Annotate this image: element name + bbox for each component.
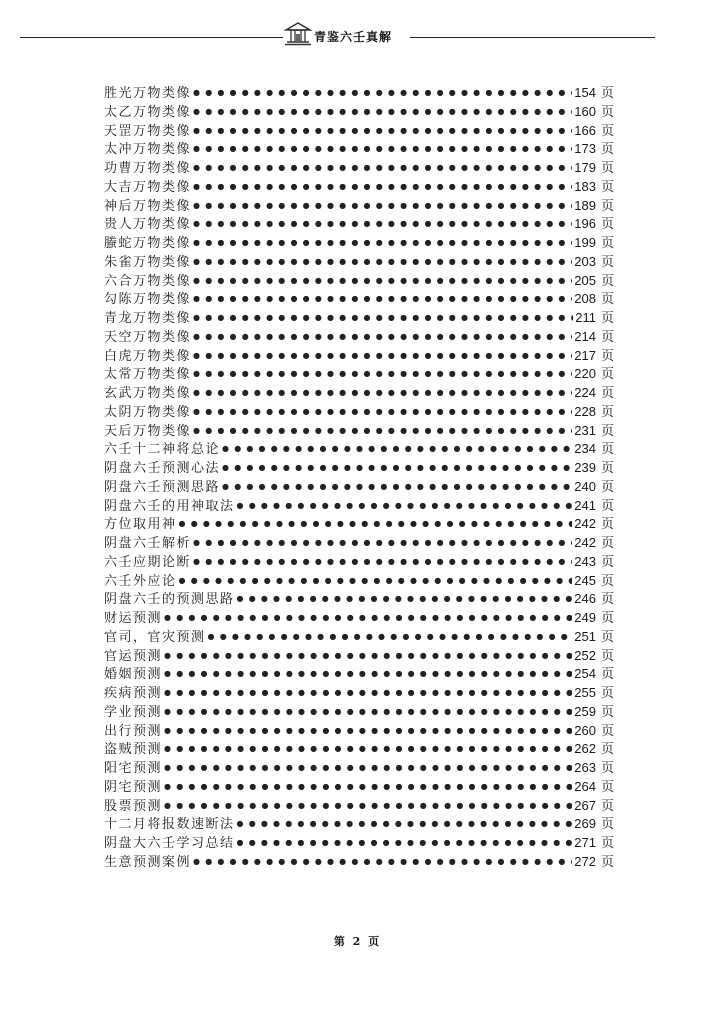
toc-entry-title: 贵人万物类像	[104, 217, 192, 233]
dot-leader	[164, 684, 572, 703]
toc-entry[interactable]	[104, 740, 614, 759]
toc-entry-page-number: 160	[574, 103, 596, 119]
toc-entry[interactable]	[104, 84, 614, 103]
dot-leader	[164, 797, 572, 816]
toc-entry-page-number: 246	[574, 591, 596, 607]
dot-leader	[164, 778, 572, 797]
toc-entry-page-unit: 页	[600, 236, 614, 251]
toc-entry[interactable]	[104, 628, 614, 647]
toc-entry-title: 阴盘大六壬学习总结	[104, 836, 235, 851]
toc-entry-page-number: 224	[574, 385, 596, 400]
dot-leader	[208, 628, 573, 647]
toc-entry[interactable]	[104, 703, 614, 722]
dot-leader	[179, 572, 573, 591]
toc-entry[interactable]	[104, 797, 614, 816]
toc-entry[interactable]	[104, 778, 614, 797]
toc-entry-page-number: 196	[574, 216, 596, 232]
toc-entry-title: 盗贼预测	[104, 742, 163, 758]
toc-entry-page-unit: 页	[600, 142, 614, 158]
toc-entry[interactable]	[104, 422, 614, 441]
toc-entry-page-unit: 页	[600, 386, 614, 401]
dot-leader	[179, 515, 573, 534]
toc-entry-page-number: 211	[575, 310, 596, 325]
dot-leader	[193, 253, 572, 272]
toc-entry-page-number: 214	[574, 328, 596, 344]
dot-leader	[193, 290, 572, 309]
toc-entry-page-unit: 页	[600, 179, 614, 195]
toc-entry-page-unit: 页	[600, 836, 614, 851]
toc-entry-page-number: 272	[574, 853, 596, 869]
toc-entry-title: 生意预测案例	[104, 854, 192, 870]
toc-entry-page-unit: 页	[600, 536, 614, 551]
toc-entry[interactable]	[104, 534, 614, 553]
toc-entry-page-number: 252	[574, 647, 596, 663]
toc-entry-title: 六合万物类像	[104, 273, 192, 289]
dot-leader	[193, 272, 572, 291]
dot-leader	[164, 609, 572, 628]
toc-entry[interactable]	[104, 140, 614, 159]
dot-leader	[193, 103, 572, 122]
toc-entry-page-unit: 页	[600, 442, 614, 458]
toc-entry-title: 阴盘六壬预测心法	[104, 461, 221, 476]
toc-entry-page-number: 203	[574, 253, 596, 269]
toc-entry-page-unit: 页	[600, 611, 614, 626]
toc-entry[interactable]	[104, 684, 614, 703]
toc-entry-page-unit: 页	[600, 592, 614, 608]
toc-entry-title: 玄武万物类像	[104, 386, 192, 401]
toc-entry-page-number: 217	[574, 347, 596, 363]
toc-entry-page-unit: 页	[600, 311, 614, 326]
toc-entry[interactable]	[104, 515, 614, 534]
toc-entry-page-unit: 页	[600, 798, 614, 814]
dot-leader	[237, 815, 573, 834]
toc-entry[interactable]	[104, 122, 614, 141]
dot-leader	[164, 665, 572, 684]
toc-entry-page-unit: 页	[600, 854, 614, 870]
toc-entry-title: 官运预测	[104, 648, 163, 664]
toc-entry-page-unit: 页	[600, 704, 614, 720]
dot-leader	[222, 478, 572, 497]
toc-entry-page-number: 267	[574, 797, 596, 813]
toc-entry-page-unit: 页	[600, 648, 614, 664]
toc-entry-page-unit: 页	[600, 198, 614, 214]
dot-leader	[193, 215, 572, 234]
toc-entry[interactable]	[104, 815, 614, 834]
toc-entry-title: 婚姻预测	[104, 667, 163, 683]
toc-entry[interactable]	[104, 347, 614, 366]
dot-leader	[164, 703, 572, 722]
toc-entry-title: 阳宅预测	[104, 761, 163, 776]
dot-leader	[193, 328, 572, 347]
toc-entry-page-unit: 页	[600, 779, 614, 795]
toc-entry-page-unit: 页	[600, 686, 614, 701]
toc-entry-title: 六壬十二神将总论	[104, 442, 221, 458]
toc-entry[interactable]	[104, 572, 614, 591]
toc-entry-page-number: 264	[574, 778, 596, 794]
toc-entry[interactable]	[104, 459, 614, 478]
toc-entry-page-number: 271	[574, 835, 596, 850]
toc-entry-title: 学业预测	[104, 704, 163, 720]
toc-entry[interactable]	[104, 234, 614, 253]
toc-entry-page-number: 269	[574, 816, 596, 832]
toc-entry-title: 十二月将报数速断法	[104, 817, 235, 833]
toc-entry-page-unit: 页	[600, 254, 614, 270]
toc-entry-title: 胜光万物类像	[104, 86, 192, 101]
toc-entry-title: 白虎万物类像	[104, 348, 192, 364]
header-rule-left	[20, 37, 283, 38]
page-header	[0, 18, 715, 58]
toc-entry-title: 阴宅预测	[104, 779, 163, 795]
toc-entry-page-number: 179	[574, 160, 596, 175]
toc-entry-title: 阴盘六壬的用神取法	[104, 498, 235, 514]
toc-entry-page-unit: 页	[600, 723, 614, 739]
toc-entry-title: 出行预测	[104, 723, 163, 739]
toc-entry-page-number: 208	[574, 291, 596, 307]
dot-leader	[193, 234, 572, 253]
toc-entry-page-unit: 页	[600, 742, 614, 758]
toc-entry-title: 疾病预测	[104, 686, 163, 701]
toc-entry-page-unit: 页	[600, 404, 614, 420]
toc-entry-page-unit: 页	[600, 629, 614, 645]
toc-entry[interactable]	[104, 497, 614, 516]
dot-leader	[193, 197, 572, 216]
toc-entry-page-unit: 页	[600, 86, 614, 101]
toc-entry-page-number: 242	[574, 535, 596, 550]
toc-entry-page-number: 260	[574, 722, 596, 738]
toc-entry[interactable]	[104, 328, 614, 347]
toc-entry-page-number: 262	[574, 741, 596, 757]
toc-entry-title: 财运预测	[104, 611, 163, 626]
dot-leader	[222, 459, 572, 478]
toc-entry-title: 天空万物类像	[104, 329, 192, 345]
toc-entry-page-number: 234	[574, 441, 596, 457]
toc-entry-title: 股票预测	[104, 798, 163, 814]
toc-entry-page-number: 240	[574, 478, 596, 494]
toc-entry[interactable]	[104, 440, 614, 459]
dot-leader	[222, 440, 572, 459]
toc-entry-page-unit: 页	[600, 498, 614, 514]
toc-entry-page-unit: 页	[600, 217, 614, 233]
toc-entry[interactable]	[104, 365, 614, 384]
toc-entry[interactable]	[104, 384, 614, 403]
toc-entry-page-number: 189	[574, 197, 596, 213]
toc-entry-title: 太常万物类像	[104, 367, 192, 383]
toc-entry-page-unit: 页	[600, 104, 614, 120]
toc-entry-page-number: 255	[574, 685, 596, 700]
pavilion-logo-icon	[284, 20, 312, 46]
dot-leader	[193, 422, 572, 441]
header-rule-right	[410, 37, 655, 38]
toc-entry-page-number: 166	[574, 122, 596, 138]
toc-entry[interactable]	[104, 178, 614, 197]
toc-entry-title: 方位取用神	[104, 517, 177, 533]
toc-entry-page-number: 183	[574, 178, 596, 194]
dot-leader	[193, 84, 572, 103]
toc-entry[interactable]	[104, 853, 614, 872]
dot-leader	[193, 140, 572, 159]
toc-entry-page-number: 254	[574, 666, 596, 682]
toc-entry-title: 太乙万物类像	[104, 104, 192, 120]
toc-entry-page-number: 239	[574, 460, 596, 475]
toc-entry-page-number: 228	[574, 403, 596, 419]
toc-entry[interactable]	[104, 609, 614, 628]
toc-entry-title: 官司，官灾预测	[104, 629, 206, 645]
toc-entry[interactable]	[104, 159, 614, 178]
toc-entry-title: 六壬外应论	[104, 573, 177, 589]
dot-leader	[164, 759, 572, 778]
toc-entry[interactable]	[104, 759, 614, 778]
dot-leader	[237, 834, 573, 853]
toc-entry-title: 螣蛇万物类像	[104, 236, 192, 251]
toc-entry-title: 天后万物类像	[104, 423, 192, 439]
toc-entry[interactable]	[104, 478, 614, 497]
toc-entry[interactable]	[104, 290, 614, 309]
toc-entry-page-unit: 页	[600, 667, 614, 683]
toc-entry-page-unit: 页	[600, 573, 614, 589]
toc-entry-page-number: 205	[574, 272, 596, 288]
toc-entry-page-unit: 页	[600, 329, 614, 345]
toc-entry-title: 太冲万物类像	[104, 142, 192, 158]
toc-entry-page-unit: 页	[600, 461, 614, 476]
toc-entry-page-unit: 页	[600, 761, 614, 776]
dot-leader	[193, 365, 572, 384]
dot-leader	[193, 403, 572, 422]
dot-leader	[193, 309, 573, 328]
toc-entry-page-unit: 页	[600, 273, 614, 289]
toc-entry-page-unit: 页	[600, 423, 614, 439]
toc-entry-page-number: 241	[574, 497, 596, 513]
toc-entry-page-number: 259	[574, 703, 596, 719]
book-title: 青鉴六壬真解	[314, 30, 393, 44]
dot-leader	[237, 590, 573, 609]
toc-entry[interactable]	[104, 309, 614, 328]
toc-entry-page-number: 243	[574, 553, 596, 569]
table-of-contents	[104, 84, 614, 872]
toc-entry[interactable]	[104, 722, 614, 741]
toc-entry-page-number: 245	[574, 572, 596, 588]
toc-entry-title: 神后万物类像	[104, 198, 192, 214]
toc-entry-title: 勾陈万物类像	[104, 292, 192, 308]
dot-leader	[193, 384, 572, 403]
toc-entry[interactable]	[104, 403, 614, 422]
dot-leader	[193, 159, 572, 178]
toc-entry[interactable]	[104, 665, 614, 684]
page-number: 第 2 页	[333, 935, 382, 948]
toc-entry-page-number: 263	[574, 760, 596, 775]
dot-leader	[237, 497, 573, 516]
toc-entry-title: 太阴万物类像	[104, 404, 192, 420]
toc-entry-title: 六壬应期论断	[104, 554, 192, 570]
toc-entry[interactable]	[104, 272, 614, 291]
toc-entry-page-number: 249	[574, 610, 596, 625]
toc-entry[interactable]	[104, 103, 614, 122]
toc-entry[interactable]	[104, 647, 614, 666]
toc-entry-title: 青龙万物类像	[104, 311, 192, 326]
toc-entry[interactable]	[104, 215, 614, 234]
toc-entry-page-unit: 页	[600, 348, 614, 364]
toc-entry-page-number: 154	[574, 85, 596, 100]
toc-entry-title: 朱雀万物类像	[104, 254, 192, 270]
dot-leader	[193, 347, 572, 366]
toc-entry-page-number: 220	[574, 366, 596, 382]
dot-leader	[193, 853, 572, 872]
toc-entry-title: 大吉万物类像	[104, 179, 192, 195]
toc-entry-page-unit: 页	[600, 161, 614, 176]
toc-entry-page-unit: 页	[600, 517, 614, 533]
toc-entry[interactable]	[104, 253, 614, 272]
toc-entry[interactable]	[104, 834, 614, 853]
toc-entry-page-unit: 页	[600, 554, 614, 570]
toc-entry-title: 天罡万物类像	[104, 123, 192, 139]
dot-leader	[193, 553, 572, 572]
toc-entry-title: 阴盘六壬解析	[104, 536, 192, 551]
toc-entry[interactable]	[104, 590, 614, 609]
dot-leader	[164, 740, 572, 759]
toc-entry-title: 阴盘六壬预测思路	[104, 479, 221, 495]
toc-entry-page-unit: 页	[600, 123, 614, 139]
toc-entry-page-unit: 页	[600, 292, 614, 308]
toc-entry-page-unit: 页	[600, 817, 614, 833]
dot-leader	[164, 722, 572, 741]
dot-leader	[193, 178, 572, 197]
toc-entry-page-number: 242	[574, 516, 596, 532]
toc-entry-page-number: 173	[574, 141, 596, 157]
toc-entry-page-number: 251	[574, 628, 596, 644]
dot-leader	[193, 122, 572, 141]
toc-entry-page-number: 199	[574, 235, 596, 250]
toc-entry-page-unit: 页	[600, 367, 614, 383]
dot-leader	[193, 534, 572, 553]
toc-entry[interactable]	[104, 197, 614, 216]
toc-entry-page-unit: 页	[600, 479, 614, 495]
toc-entry-page-number: 231	[574, 422, 596, 438]
toc-entry-title: 阴盘六壬的预测思路	[104, 592, 235, 608]
toc-entry-title: 功曹万物类像	[104, 161, 192, 176]
toc-entry[interactable]	[104, 553, 614, 572]
dot-leader	[164, 647, 572, 666]
